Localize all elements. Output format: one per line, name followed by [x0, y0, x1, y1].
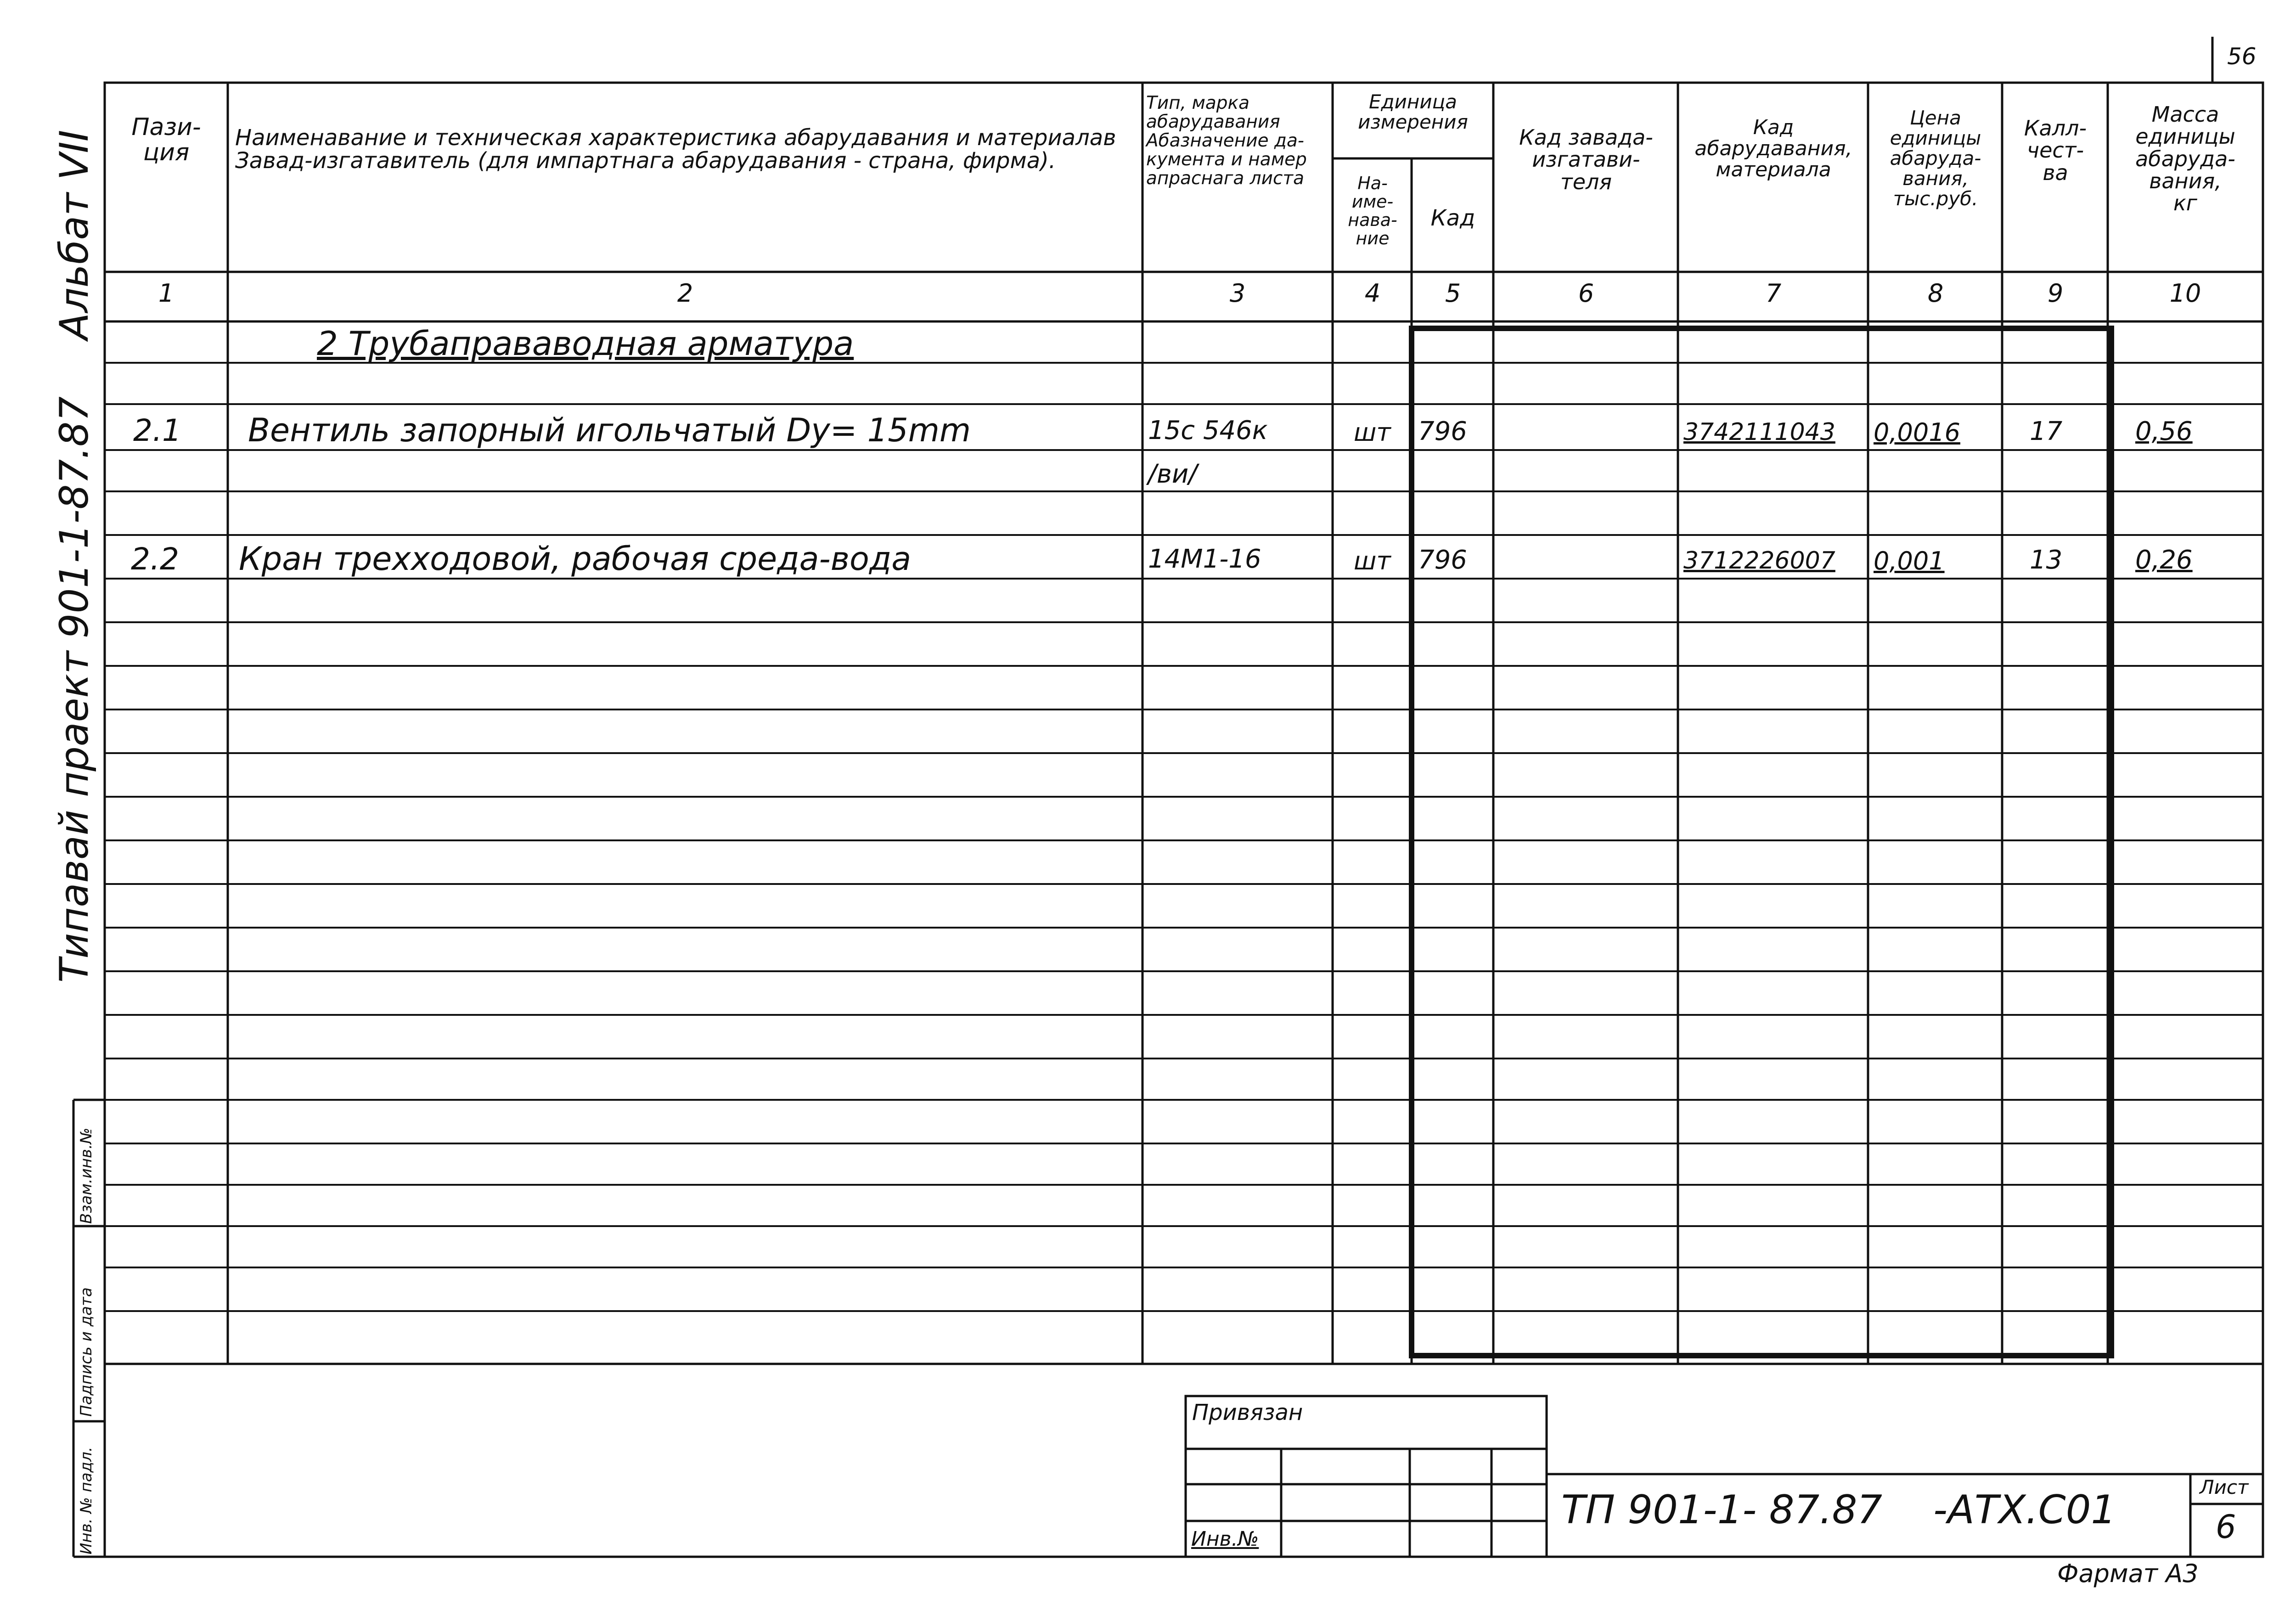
- row-1-mass: 0,56: [2135, 417, 2193, 446]
- col-num-6: 6: [1578, 279, 1594, 308]
- stamp-label-replace: Взам.инв.№: [77, 1127, 96, 1224]
- row-2-position: 2.2: [131, 541, 179, 577]
- header-equipment-code: Кад абарудавания, материала: [1694, 116, 1852, 182]
- row-1-type-extra: /ви/: [1148, 459, 1198, 489]
- col-num-7: 7: [1765, 279, 1782, 308]
- header-position: Пази- ция: [131, 113, 201, 166]
- sheet-label: Лист: [2200, 1476, 2249, 1498]
- row-2-mass: 0,26: [2135, 545, 2193, 575]
- stamp-label-sign: Падпись и дата: [77, 1287, 96, 1417]
- col-num-1: 1: [158, 279, 174, 308]
- doc-suffix: -АТХ.С01: [1933, 1487, 2116, 1533]
- row-2-name: Кран трехходовой, рабочая среда-вода: [239, 540, 912, 578]
- row-1-type: 15с 546к: [1148, 416, 1268, 445]
- row-1-price: 0,0016: [1874, 418, 1960, 447]
- row-2-type: 14М1-16: [1148, 544, 1261, 574]
- page-number: 56: [2227, 43, 2257, 70]
- row-1-position: 2.1: [133, 413, 181, 448]
- col-num-3: 3: [1229, 279, 1246, 308]
- doc-code: ТП 901-1- 87.87: [1561, 1487, 1883, 1533]
- stamp-label-inv: Инв. № падл.: [77, 1447, 96, 1554]
- row-2-quantity: 13: [2030, 545, 2063, 575]
- inv-label: Инв.№: [1191, 1527, 1259, 1551]
- linked-label: Привязан: [1192, 1400, 1303, 1425]
- header-unit-name: На- име- нава- ние: [1348, 173, 1397, 248]
- format-label: Фармат А3: [2057, 1559, 2199, 1588]
- header-quantity: Калл- чест- ва: [2024, 116, 2087, 185]
- row-1-name: Вентиль запорный игольчатый Dy= 15mm: [248, 411, 971, 449]
- header-factory-code: Кад завада- изгатави- теля: [1519, 125, 1653, 194]
- project-label: Типавай праект 901-1-87.87: [51, 396, 97, 983]
- row-1-unit-code: 796: [1418, 417, 1467, 446]
- col-num-2: 2: [677, 279, 693, 308]
- album-label: Альбат VII: [51, 130, 97, 340]
- header-mass: Масса единицы абаруда- вания, кг: [2135, 102, 2235, 216]
- row-1-unit: шт: [1354, 418, 1391, 447]
- row-2-equipment-code: 3712226007: [1683, 547, 1835, 574]
- col-num-4: 4: [1364, 279, 1381, 308]
- header-name: Наименавание и техническая характеристика абарудавания и материалав Завад-изгатавитель (для импартнага абарудавания - страна, фирма).: [235, 125, 1116, 174]
- header-price: Цена единицы абаруда- вания, тыс.руб.: [1890, 107, 1981, 210]
- col-num-8: 8: [1927, 279, 1944, 308]
- row-1-quantity: 17: [2030, 417, 2063, 446]
- row-2-unit-code: 796: [1418, 545, 1467, 575]
- col-num-9: 9: [2047, 279, 2064, 308]
- header-unit-group: Единица измерения: [1358, 90, 1468, 134]
- row-1-equipment-code: 3742111043: [1683, 418, 1835, 446]
- header-unit-code: Кад: [1430, 205, 1475, 231]
- header-type: Тип, марка абарудавания Абазначение да- кумента и намер апраснага листа: [1146, 93, 1307, 189]
- section-title: 2 Трубаправаводная арматура: [317, 324, 854, 363]
- col-num-10: 10: [2169, 279, 2201, 308]
- highlighted-block: [1412, 328, 2111, 1356]
- row-2-unit: шт: [1354, 546, 1391, 575]
- col-num-5: 5: [1445, 279, 1461, 308]
- sheet-number: 6: [2216, 1508, 2236, 1546]
- row-2-price: 0,001: [1874, 546, 1945, 575]
